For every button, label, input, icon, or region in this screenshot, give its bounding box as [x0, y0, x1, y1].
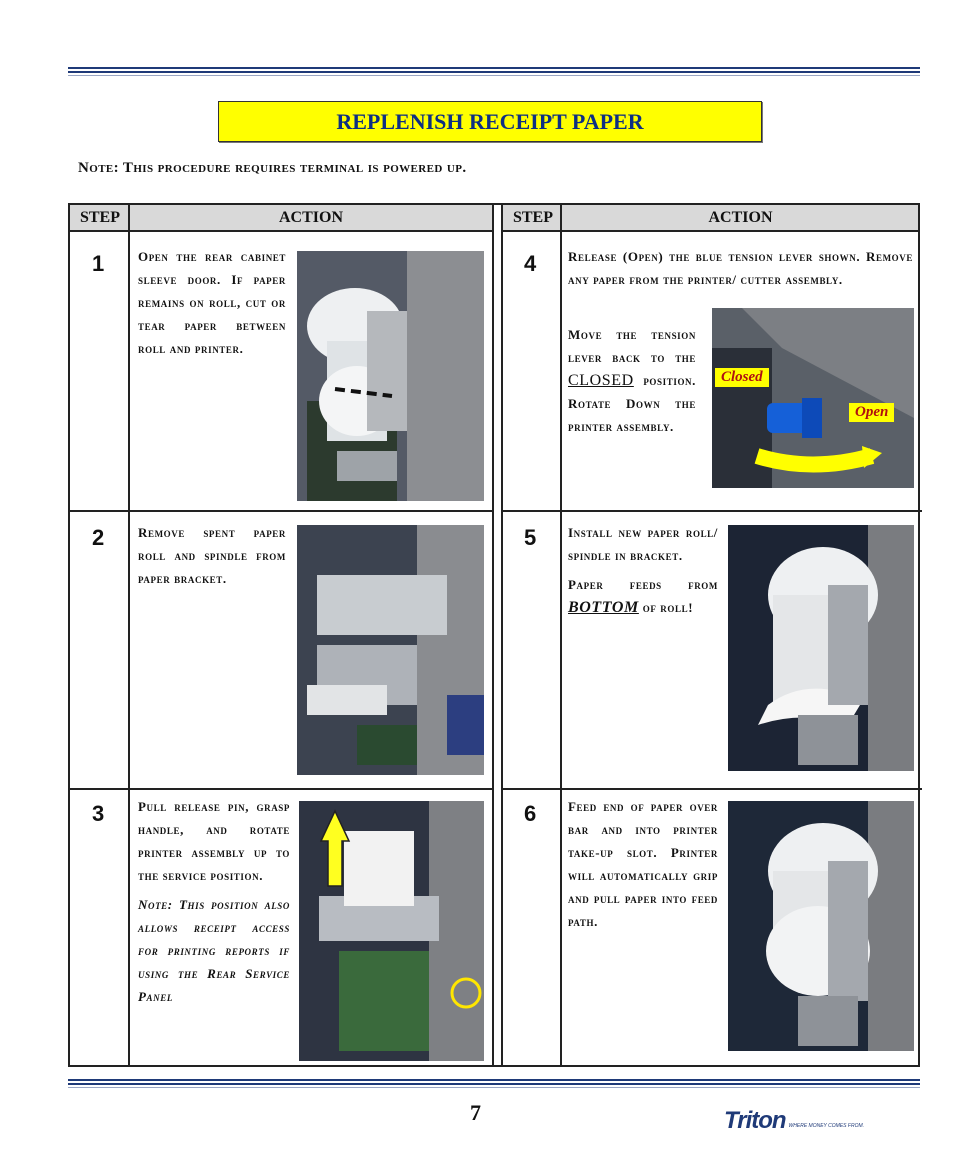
- action-header-left: ACTION: [130, 205, 492, 232]
- grid-line: [501, 788, 922, 790]
- triton-logo: [724, 1107, 864, 1135]
- grid-line: [501, 510, 922, 512]
- step-6-text: Feed end of paper over bar and into printer take-up slot. Printer will automatically grip and pull paper into feed path.: [568, 799, 718, 929]
- step-2-text: Remove spent paper roll and spindle from paper bracket.: [138, 525, 286, 586]
- step-5-photo: [728, 525, 914, 771]
- grid-line: [70, 510, 494, 512]
- step-5-text: Install new paper roll/ spindle in bracket. Paper feeds from BOTTOM of roll!: [568, 525, 718, 616]
- step-3-text: Pull release pin, grasp handle, and rotate printer assembly up to the service position. Note: This position also allows receipt access for printing reports if using the Rear Service Panel: [138, 795, 290, 1014]
- step-4-photo: [712, 308, 914, 488]
- action-header-right: ACTION: [563, 205, 918, 232]
- page-number: 7: [470, 1100, 481, 1125]
- grid-line: [492, 205, 494, 1065]
- step-header-right: STEP: [503, 205, 563, 232]
- step-number-3: 3: [92, 801, 105, 826]
- grid-line: [128, 205, 130, 1065]
- step-3-note: Note: This position also allows receipt access for printing reports if using the Rear Service Panel: [138, 897, 290, 1004]
- step-number-2: 2: [92, 525, 105, 550]
- logo-mark: Triton: [724, 1107, 786, 1134]
- grid-line: [501, 205, 503, 1065]
- step-2-photo: [297, 525, 484, 775]
- logo-tagline: WHERE MONEY COMES FROM.: [788, 1123, 865, 1129]
- bottom-word: BOTTOM: [568, 599, 639, 616]
- closed-callout: Closed: [715, 368, 769, 387]
- step-number-6: 6: [524, 801, 537, 826]
- step-number-4: 4: [524, 251, 537, 276]
- closed-word: CLOSED: [568, 372, 634, 389]
- step-1-text: Open the rear cabinet sleeve door. If paper remains on roll, cut or tear paper between roll and printer.: [138, 249, 286, 356]
- procedure-note: Note: This procedure requires terminal is powered up.: [78, 160, 467, 176]
- step-4-text: Release (Open) the blue tension lever shown. Remove any paper from the printer/ cutter assembly.: [568, 249, 913, 287]
- step-header-left: STEP: [70, 205, 130, 232]
- step-1-photo: [297, 251, 484, 501]
- procedure-table: [68, 203, 920, 1067]
- open-callout: Open: [849, 403, 894, 422]
- page-title: REPLENISH RECEIPT PAPER: [218, 101, 762, 142]
- step-number-1: 1: [92, 251, 105, 276]
- grid-line: [70, 788, 494, 790]
- step-4-text-2: Move the tension lever back to the CLOSED position. Rotate Down the printer assembly.: [568, 327, 696, 434]
- step-6-photo: [728, 801, 914, 1051]
- step-number-5: 5: [524, 525, 537, 550]
- footer-rule: [68, 1079, 920, 1090]
- step-3-photo: [299, 801, 484, 1061]
- header-rule: [68, 67, 920, 78]
- grid-line: [560, 205, 562, 1065]
